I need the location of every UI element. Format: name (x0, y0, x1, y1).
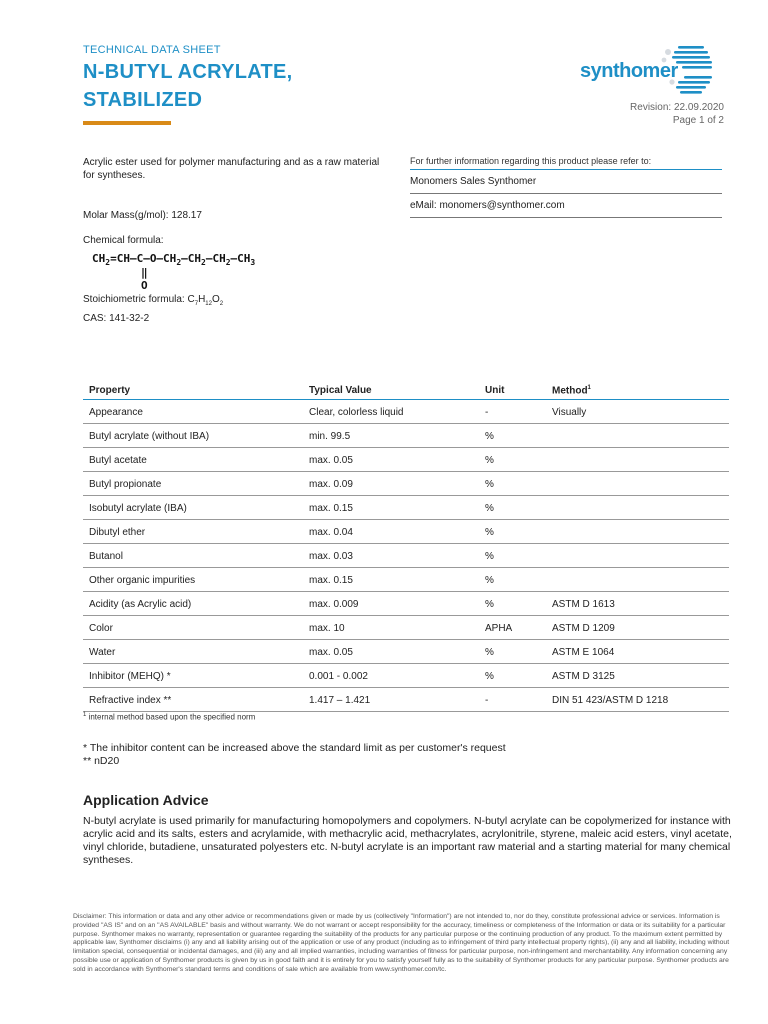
cell-method (546, 520, 729, 544)
stoichiometric-formula: Stoichiometric formula: $C_7H_{12}O_2$ (83, 294, 224, 307)
table-row (83, 400, 729, 424)
method-footnote: $^1$ internal method based upon the specified norm (83, 712, 256, 722)
document-type: TECHNICAL DATA SHEET (83, 44, 221, 56)
table-row (83, 424, 729, 448)
cell-method: Visually (546, 400, 729, 424)
page-number: Page 1 of 2 (672, 115, 724, 126)
table-row (83, 688, 729, 712)
title-underline (83, 121, 171, 125)
table-row (83, 448, 729, 472)
table-row (83, 568, 729, 592)
cell-typical-value: max. 0.05 (303, 640, 479, 664)
cell-method: ASTM E 1064 (546, 640, 729, 664)
cell-unit: % (479, 448, 546, 472)
product-description: Acrylic ester used for polymer manufacturing and as a raw material for syntheses. (83, 157, 380, 181)
cell-property: Other organic impurities (83, 568, 303, 592)
chemical-formula-structure: $CH_2=CH-C-O-CH_2-CH_2-CH_2-CH_3$ ‖ O (92, 252, 256, 293)
cell-property: Butyl acrylate (without IBA) (83, 424, 303, 448)
cell-typical-value: max. 0.05 (303, 448, 479, 472)
nd20-note: ** nD20 (83, 755, 120, 767)
cell-unit: APHA (479, 616, 546, 640)
cell-property: Butyl propionate (83, 472, 303, 496)
contact-header: For further information regarding this product please refer to: (410, 156, 722, 170)
page-title (83, 58, 413, 114)
cell-unit: % (479, 424, 546, 448)
col-property: Property (83, 382, 303, 400)
molar-mass: Molar Mass(g/mol): 128.17 (83, 210, 202, 221)
cell-property: Acidity (as Acrylic acid) (83, 592, 303, 616)
cell-method (546, 448, 729, 472)
revision-date: Revision: 22.09.2020 (630, 102, 724, 113)
inhibitor-note: * The inhibitor content can be increased above the standard limit as per customer's request (83, 742, 506, 754)
contact-name: Monomers Sales Synthomer (410, 170, 722, 194)
cell-method (546, 544, 729, 568)
brand-name: synthomer (580, 60, 678, 82)
col-method: Method$^1$ (546, 382, 729, 400)
table-header-row (83, 382, 729, 400)
cell-property: Butyl acetate (83, 448, 303, 472)
cell-property: Inhibitor (MEHQ) * (83, 664, 303, 688)
cell-typical-value: 0.001 - 0.002 (303, 664, 479, 688)
title-line-2: STABILIZED (83, 89, 203, 111)
cell-method: ASTM D 3125 (546, 664, 729, 688)
cell-method: ASTM D 1209 (546, 616, 729, 640)
cell-method (546, 496, 729, 520)
cell-unit: - (479, 688, 546, 712)
cell-unit: % (479, 520, 546, 544)
cell-property: Appearance (83, 400, 303, 424)
cell-method (546, 424, 729, 448)
cell-unit: % (479, 496, 546, 520)
cell-property: Butanol (83, 544, 303, 568)
application-advice-text: N-butyl acrylate is used primarily for manufacturing homopolymers and copolymers. N-butyl acrylate can be copolymerized for instance with acrylic acid and its salts, esters and acrylamide, with methacrylic acid, methacrylates, acrylonitrile, styrene, maleic acid esters, vinyl acetate, vinyl chloride, butadiene, unsaturated polyesters etc. N-butyl acrylate is an important raw material and a starting material for many chemical syntheses. (83, 815, 732, 866)
contact-email[interactable]: eMail: monomers@synthomer.com (410, 194, 722, 218)
cell-property: Dibutyl ether (83, 520, 303, 544)
col-unit: Unit (479, 382, 546, 400)
revision-info (630, 101, 724, 127)
cell-unit: % (479, 568, 546, 592)
cell-typical-value: min. 99.5 (303, 424, 479, 448)
properties-table (83, 382, 729, 712)
cell-unit: % (479, 592, 546, 616)
contact-info (410, 156, 722, 218)
cell-typical-value: max. 0.009 (303, 592, 479, 616)
cell-typical-value: 1.417 – 1.421 (303, 688, 479, 712)
cell-unit: % (479, 664, 546, 688)
table-row (83, 520, 729, 544)
cell-typical-value: max. 0.04 (303, 520, 479, 544)
table-row (83, 664, 729, 688)
cell-unit: % (479, 640, 546, 664)
table-row (83, 616, 729, 640)
chemical-formula-label: Chemical formula: (83, 235, 164, 246)
cell-method (546, 568, 729, 592)
cell-typical-value: max. 10 (303, 616, 479, 640)
cell-typical-value: max. 0.15 (303, 568, 479, 592)
cell-property: Isobutyl acrylate (IBA) (83, 496, 303, 520)
disclaimer: Disclaimer: This information or data and any other advice or recommendations given or made by us (collectively "Information") are not intended to, nor do they, constitute professional advice or services. Information is provided "AS IS" and on an "AS AVAILABLE" basis and without warranty. We do not warrant or accept responsibility for the accuracy, timeliness or completeness of the Information or data or its suitability for a particular purpose. Synthomer makes no warranty, representation or guarantee regarding the suitability of the products for any particular purpose or the continuing production of any product. To the maximum extent permitted by applicable law, Synthomer disclaims (i) any and all liability arising out of the application or use of any product (including as to infringement of third party intellectual property rights), (ii) any and all liability, including without limitation special, consequential or incidental damages, and (iii) any and all implied warranties, including warranties of fitness for particular purpose, non-infringement and merchantability. Any information concerning any possible use or application of Synthomer products is given by us in good faith and it is entirely for you to satisfy yourself fully as to the suitability of Synthomer products for any particular purpose. Synthomer products are sold in accordance with Synthomer's standard terms and conditions of sale which are available from www.synthomer.com/tc. (73, 913, 730, 973)
cell-typical-value: max. 0.09 (303, 472, 479, 496)
table-row (83, 544, 729, 568)
col-typical-value: Typical Value (303, 382, 479, 400)
cell-unit: % (479, 472, 546, 496)
cell-typical-value: Clear, colorless liquid (303, 400, 479, 424)
table-notes (83, 742, 506, 768)
cell-unit: - (479, 400, 546, 424)
cas-number: CAS: 141-32-2 (83, 313, 150, 324)
cell-property: Refractive index ** (83, 688, 303, 712)
cell-property: Water (83, 640, 303, 664)
table-row (83, 592, 729, 616)
table-row (83, 496, 729, 520)
cell-unit: % (479, 544, 546, 568)
cell-method: DIN 51 423/ASTM D 1218 (546, 688, 729, 712)
table-row (83, 472, 729, 496)
cell-typical-value: max. 0.03 (303, 544, 479, 568)
application-advice-heading: Application Advice (83, 792, 209, 808)
cell-method (546, 472, 729, 496)
table-row (83, 640, 729, 664)
title-line-1: N-BUTYL ACRYLATE, (83, 61, 293, 83)
cell-property: Color (83, 616, 303, 640)
cell-method: ASTM D 1613 (546, 592, 729, 616)
cell-typical-value: max. 0.15 (303, 496, 479, 520)
